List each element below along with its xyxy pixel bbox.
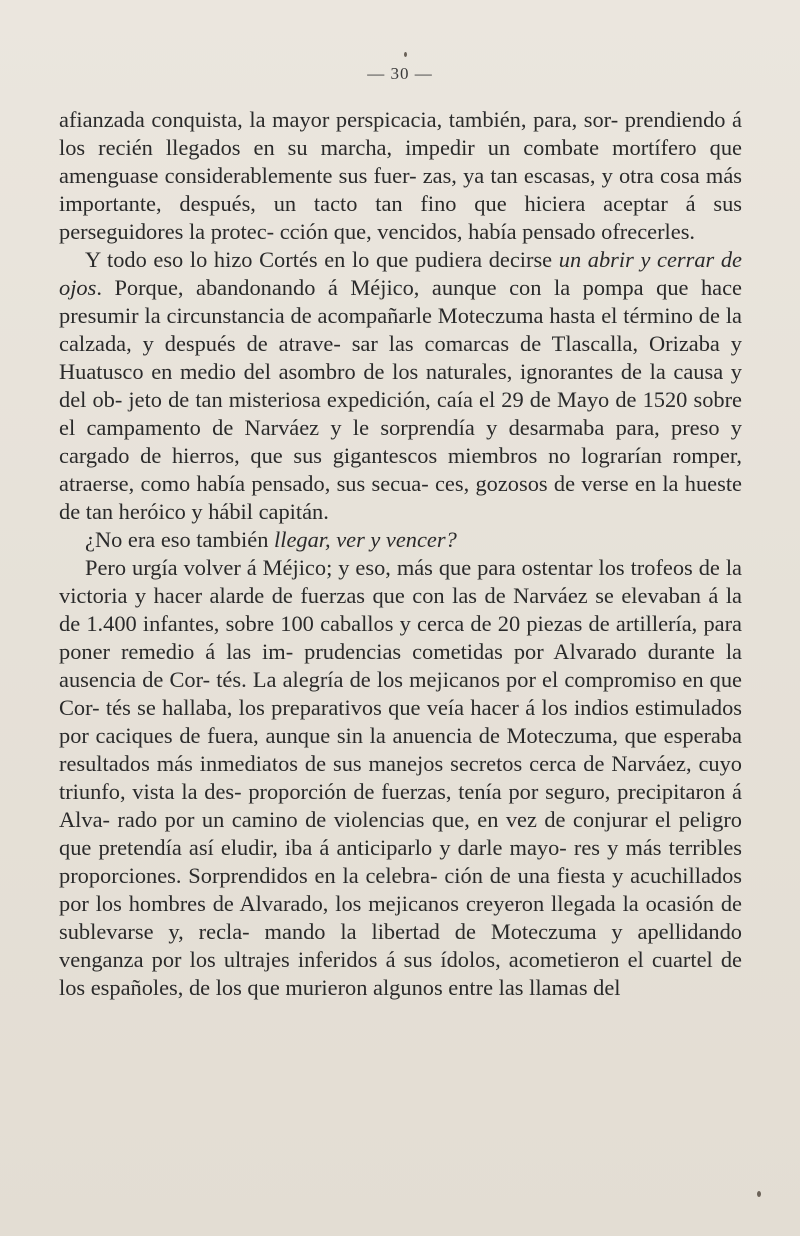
paragraph-3 [59,526,742,554]
ink-speck [404,52,407,57]
paragraph-4-text: Pero urgía volver á Méjico; y eso, más que para ostentar los trofeos de la victoria y hacer alarde de fuerzas que con las de Narváez se elevaban á la de 1.400 infantes, sobre 100 caballos y cerca de 20 piezas de artillería, para poner remedio á las im- prudencias cometidas por Alvarado durante la ausencia de Cor- tés. La alegría de los mejicanos por el compromiso en que Cor- tés se hallaba, los preparativos que veía hacer á los indios estimulados por caciques de fuera, aunque sin la anuencia de Moteczuma, que esperaba resultados más inmediatos de sus manejos secretos cerca de Narváez, cuyo triunfo, vista la des- proporción de fuerzas, tenía por seguro, precipitaron á Alva- rado por un camino de violencias que, en vez de conjurar el peligro que pretendía así eludir, iba á anticiparlo y darle mayo- res y más terribles proporciones. Sorprendidos en la celebra- ción de una fiesta y acuchillados por los hombres de Alvarado, los mejicanos creyeron llegada la ocasión de sublevarse y, recla- mando la libertad de Moteczuma y apellidando venganza por los ultrajes inferidos á sus ídolos, acometieron el cuartel de los españoles, de los que murieron algunos entre las llamas del [59,555,742,1000]
paragraph-2-text-a: Y todo eso lo hizo Cortés en lo que pudiera decirse [85,247,559,272]
paragraph-2-text-b: . Porque, abandonando á Méjico, aunque con la pompa que hace presumir la circunstancia de acompañarle Moteczuma hasta el término de la calzada, y después de atrave- sar las comarcas de Tlascalla, Orizaba y Huatusco en medio del asombro de los naturales, ignorantes de la causa y del ob- jeto de tan misteriosa expedición, caía el 29 de Mayo de 1520 sobre el campamento de Narváez y le sorprendía y desarmaba para, preso y cargado de hierros, que sus gigantescos miembros no lograrían romper, atraerse, como había pensado, sus secua- ces, gozosos de verse en la hueste de tan heróico y hábil capitán. [59,275,742,524]
paragraph-3-text-a: ¿No era eso también [85,527,274,552]
paragraph-4 [59,554,742,1002]
ink-speck [757,1191,761,1197]
paragraph-2-italic: un abrir y cerrar de ojos [59,247,742,300]
paragraph-1-text: afianzada conquista, la mayor perspicacia, también, para, sor- prendiendo á los recién llegados en su marcha, impedir un combate mortífero que amenguase considerablemente sus fuer- zas, ya tan escasas, y otra cosa más importante, después, un tacto tan fino que hiciera aceptar á sus perseguidores la protec- cción que, vencidos, había pensado ofrecerles. [59,107,742,244]
body-text [59,106,742,1002]
paragraph-3-italic: llegar, ver y vencer? [274,527,457,552]
page-number: — 30 — [367,64,433,83]
paragraph-1 [59,106,742,246]
paragraph-2 [59,246,742,526]
